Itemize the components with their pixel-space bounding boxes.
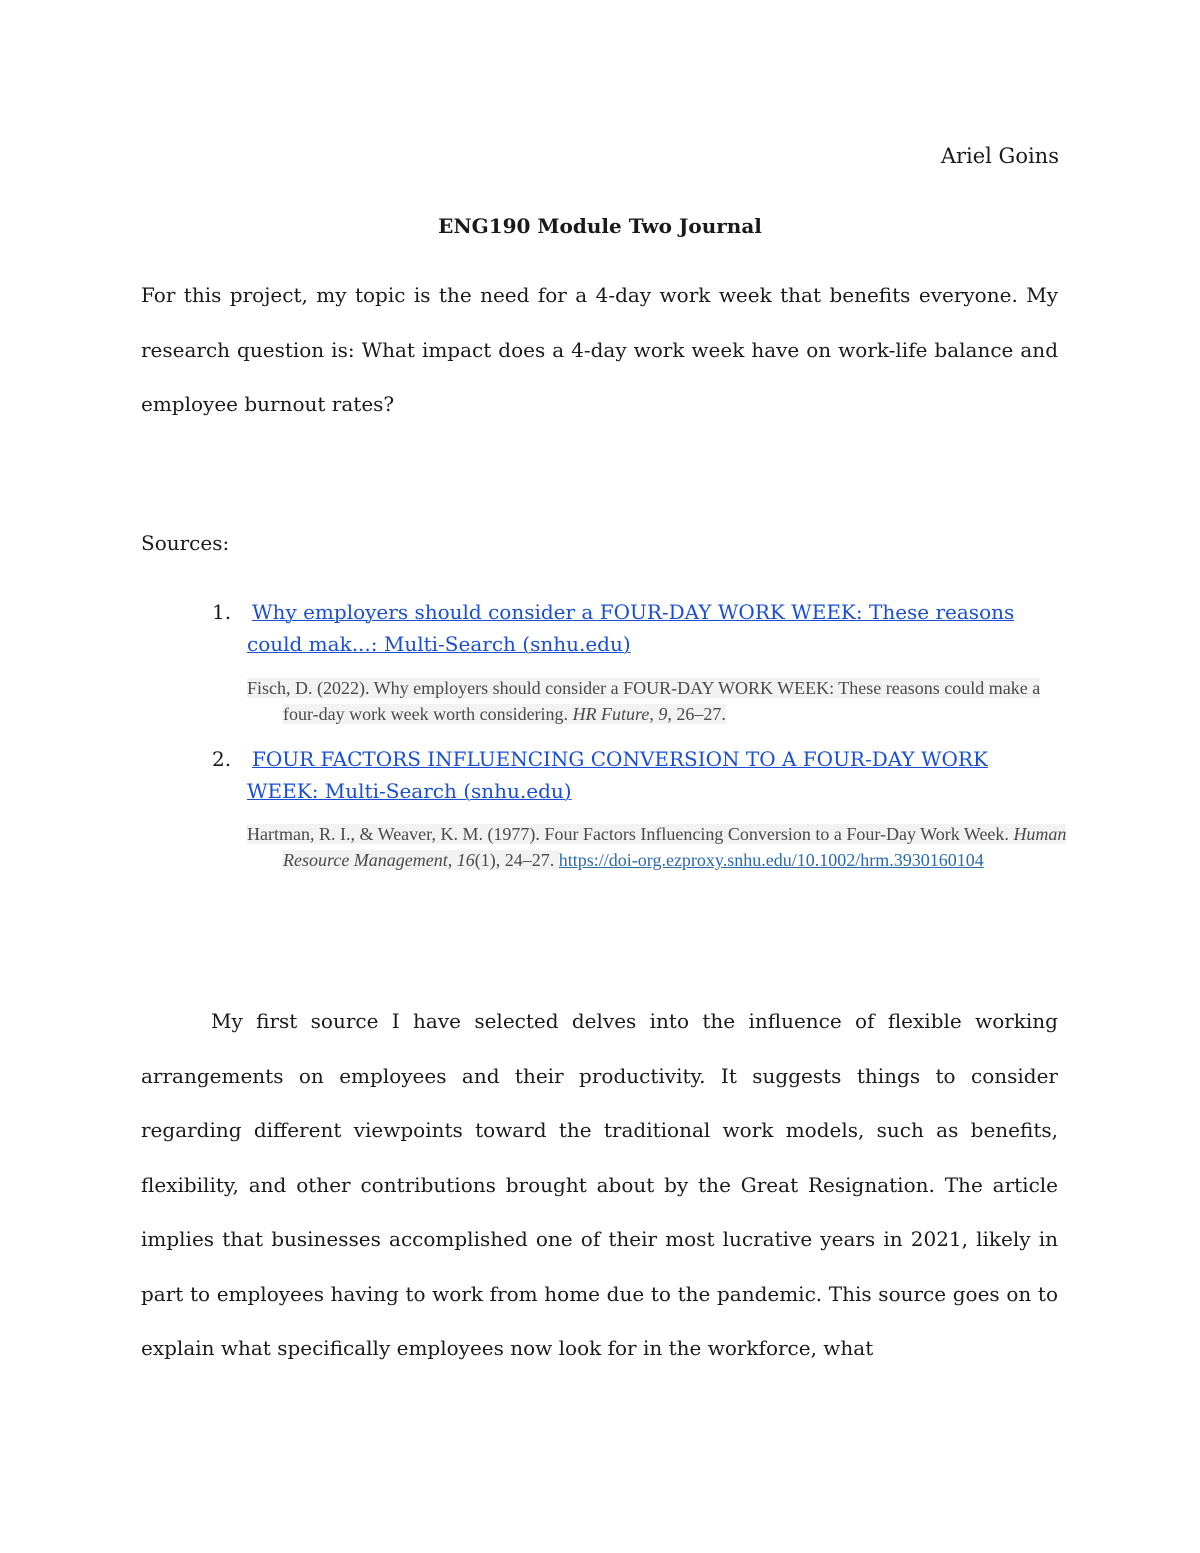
- analysis-text: My first source I have selected delves into the influence of flexible working arrangements on employees and their productivity. It suggests things to consider regarding different viewpoints toward the traditional work models, such as benefits, flexibility, and other contributions brought about by the Great Resignation. The article implies that businesses accomplished one of their most lucrative years in 2021, likely in part to employees having to work from home due to the pandemic. This source goes on to explain what specifically employees now look for in the workforce, what: [141, 1009, 1058, 1360]
- sources-label: Sources:: [141, 531, 230, 555]
- source-number-2: 2.: [212, 747, 232, 771]
- source-citation-1: [247, 675, 1068, 727]
- citation-pages-2: (1), 24–27.: [474, 850, 559, 870]
- citation-pages-1: , 26–27.: [667, 704, 726, 724]
- analysis-paragraph: [141, 994, 1058, 1376]
- author-name: Ariel Goins: [940, 144, 1059, 168]
- citation-sep-2: ,: [447, 850, 457, 870]
- citation-volume-2: 16: [456, 850, 475, 870]
- source-number-1: 1.: [212, 600, 232, 624]
- source-link-1[interactable]: Why employers should consider a FOUR-DAY WORK WEEK: These reasons could mak...: Multi-Search (snhu.edu): [247, 600, 1015, 656]
- source-link-2[interactable]: FOUR FACTORS INFLUENCING CONVERSION TO A FOUR-DAY WORK WEEK: Multi-Search (snhu.edu): [247, 747, 988, 803]
- document-title: ENG190 Module Two Journal: [438, 214, 762, 238]
- citation-journal-2: Human Resource Management: [283, 824, 1067, 870]
- citation-sep-1: ,: [649, 704, 659, 724]
- citation-doi-link[interactable]: https://doi-org.ezproxy.snhu.edu/10.1002/hrm.3930160104: [558, 850, 984, 870]
- citation-text-1: Fisch, D. (2022). Why employers should consider a FOUR-DAY WORK WEEK: These reasons could make a four-day work week worth considering.: [247, 678, 1041, 724]
- intro-paragraph: [141, 268, 1058, 432]
- citation-text-2: Hartman, R. I., & Weaver, K. M. (1977). Four Factors Influencing Conversion to a Four-Day Work Week.: [247, 824, 1014, 844]
- citation-volume-1: 9: [658, 704, 668, 724]
- source-citation-2: [247, 821, 1068, 873]
- citation-journal-1: HR Future: [572, 704, 650, 724]
- intro-text: For this project, my topic is the need for a 4-day work week that benefits everyone. My research question is: What impact does a 4-day work week have on work-life balance and employee burnout rates?: [141, 283, 1058, 416]
